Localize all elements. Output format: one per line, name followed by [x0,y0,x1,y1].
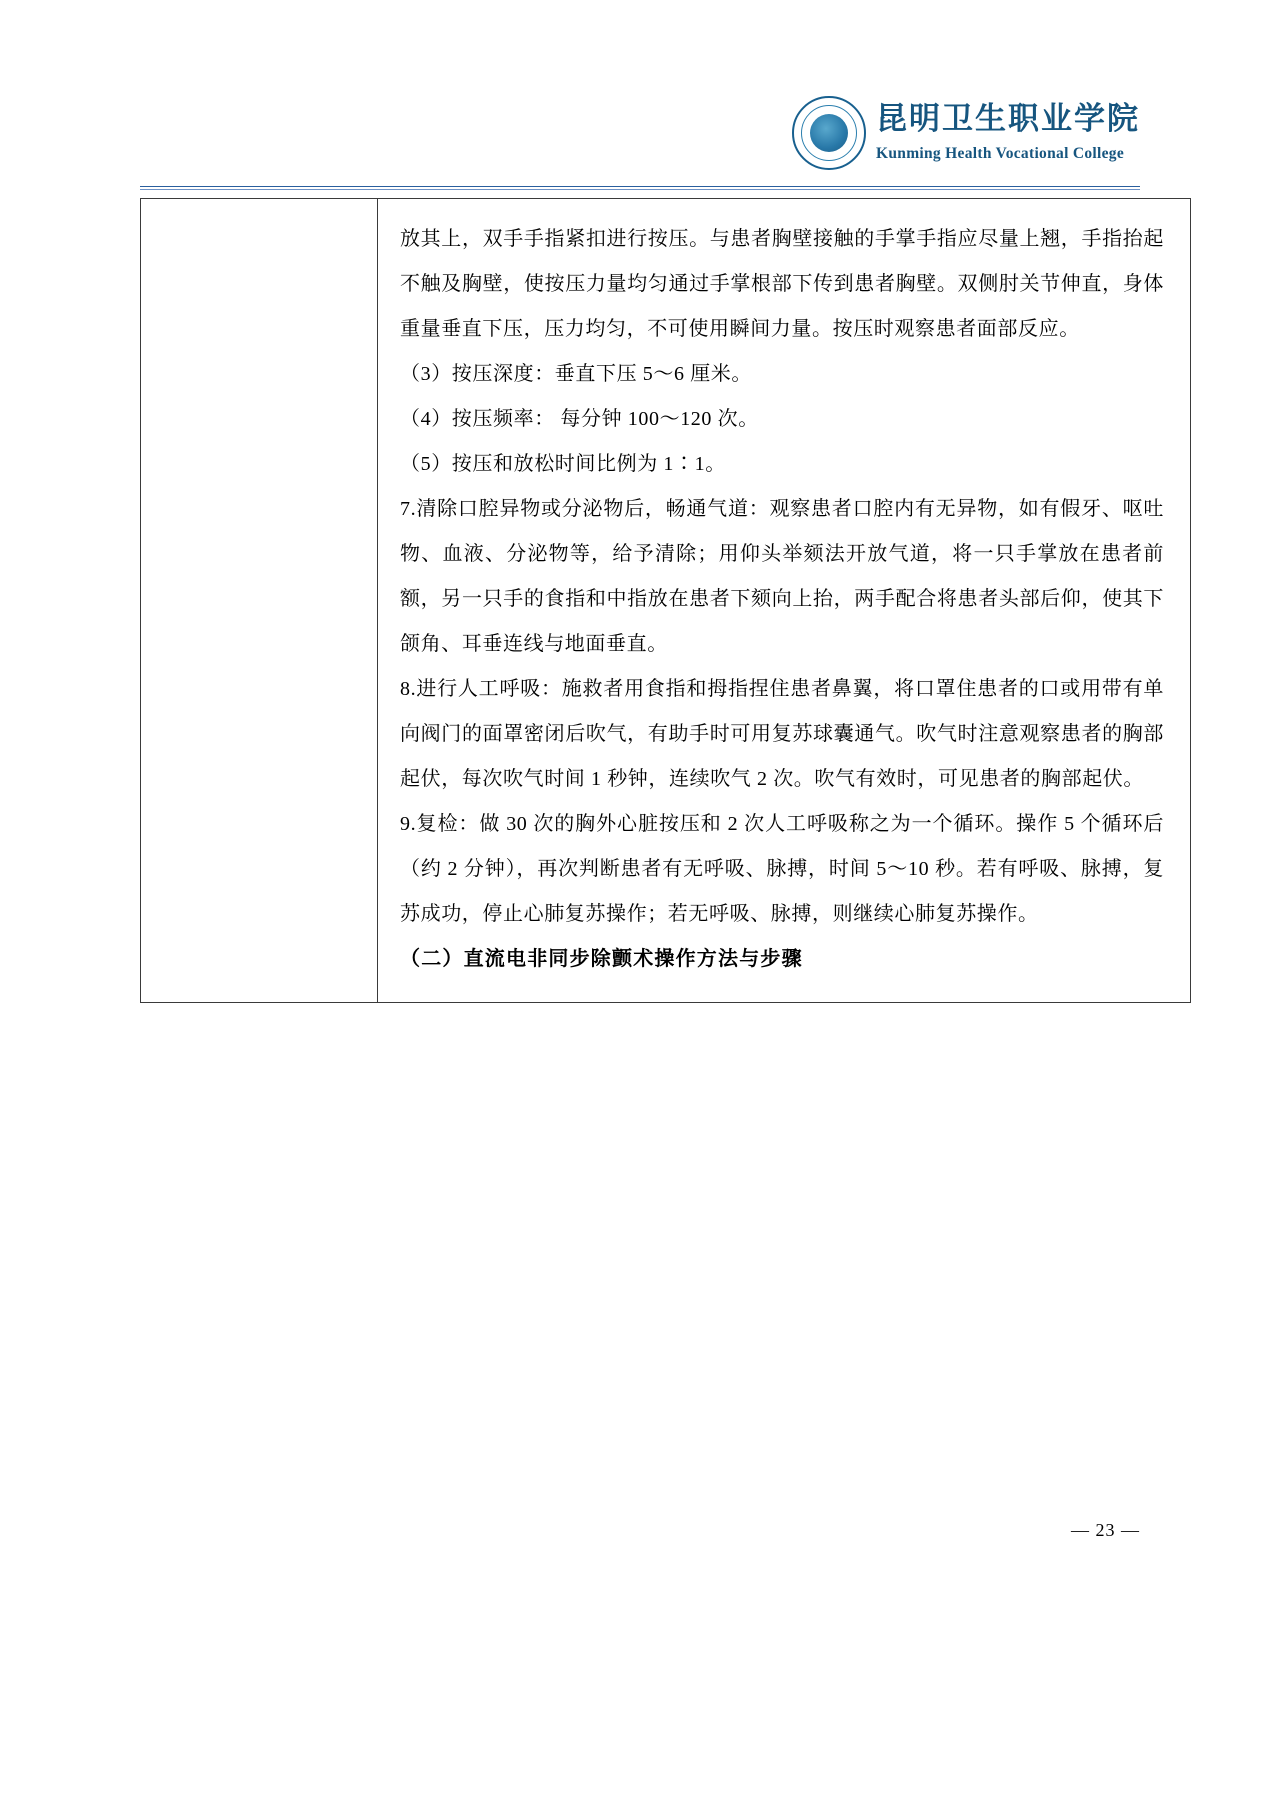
college-seal-icon [792,96,866,170]
paragraph-ratio: （5）按压和放松时间比例为 1∶1。 [400,453,726,475]
content-table [140,198,1191,1003]
paragraph-step-8: 8.进行人工呼吸：施救者用食指和拇指捏住患者鼻翼，将口罩住患者的口或用带有单向阀门的面罩密闭后吹气，有助手时可用复苏球囊通气。吹气时注意观察患者的胸部起伏，每次吹气时间 1 秒钟，连续吹气 2 次。吹气有效时，可见患者的胸部起伏。 [400,678,1164,790]
table-row [141,199,1191,1003]
paragraph-depth: （3）按压深度：垂直下压 5～6 厘米。 [400,363,752,385]
page-number: — 23 — [1071,1520,1140,1540]
body-text-block [400,217,1164,982]
college-name-en: Kunming Health Vocational College [876,144,1125,162]
seal-inner-icon [810,114,848,152]
table-label-cell [141,199,378,1003]
paragraph-step-9: 9.复检：做 30 次的胸外心脏按压和 2 次人工呼吸称之为一个循环。操作 5 个循环后（约 2 分钟），再次判断患者有无呼吸、脉搏，时间 5～10 秒。若有呼吸、脉搏，复苏成功，停止心肺复苏操作；若无呼吸、脉搏，则继续心肺复苏操作。 [400,813,1164,925]
college-name-block [876,96,1140,163]
header-divider-secondary [140,189,1140,190]
section-heading: （二）直流电非同步除颤术操作方法与步骤 [400,948,803,970]
table-body-cell [378,199,1191,1003]
page-header [140,96,1140,188]
paragraph-step-7: 7.清除口腔异物或分泌物后，畅通气道：观察患者口腔内有无异物，如有假牙、呕吐物、血液、分泌物等，给予清除；用仰头举颏法开放气道，将一只手掌放在患者前额，另一只手的食指和中指放在患者下颏向上抬，两手配合将患者头部后仰，使其下颌角、耳垂连线与地面垂直。 [400,498,1164,655]
college-logo [792,96,1140,170]
college-name-cn: 昆明卫生职业学院 [876,101,1140,136]
paragraph-frequency: （4）按压频率： 每分钟 100～120 次。 [400,408,759,430]
paragraph-continuation: 放其上，双手手指紧扣进行按压。与患者胸壁接触的手掌手指应尽量上翘，手指抬起不触及胸壁，使按压力量均匀通过手掌根部下传到患者胸壁。双侧肘关节伸直，身体重量垂直下压，压力均匀，不可使用瞬间力量。按压时观察患者面部反应。 [400,228,1164,340]
header-divider [140,186,1140,187]
